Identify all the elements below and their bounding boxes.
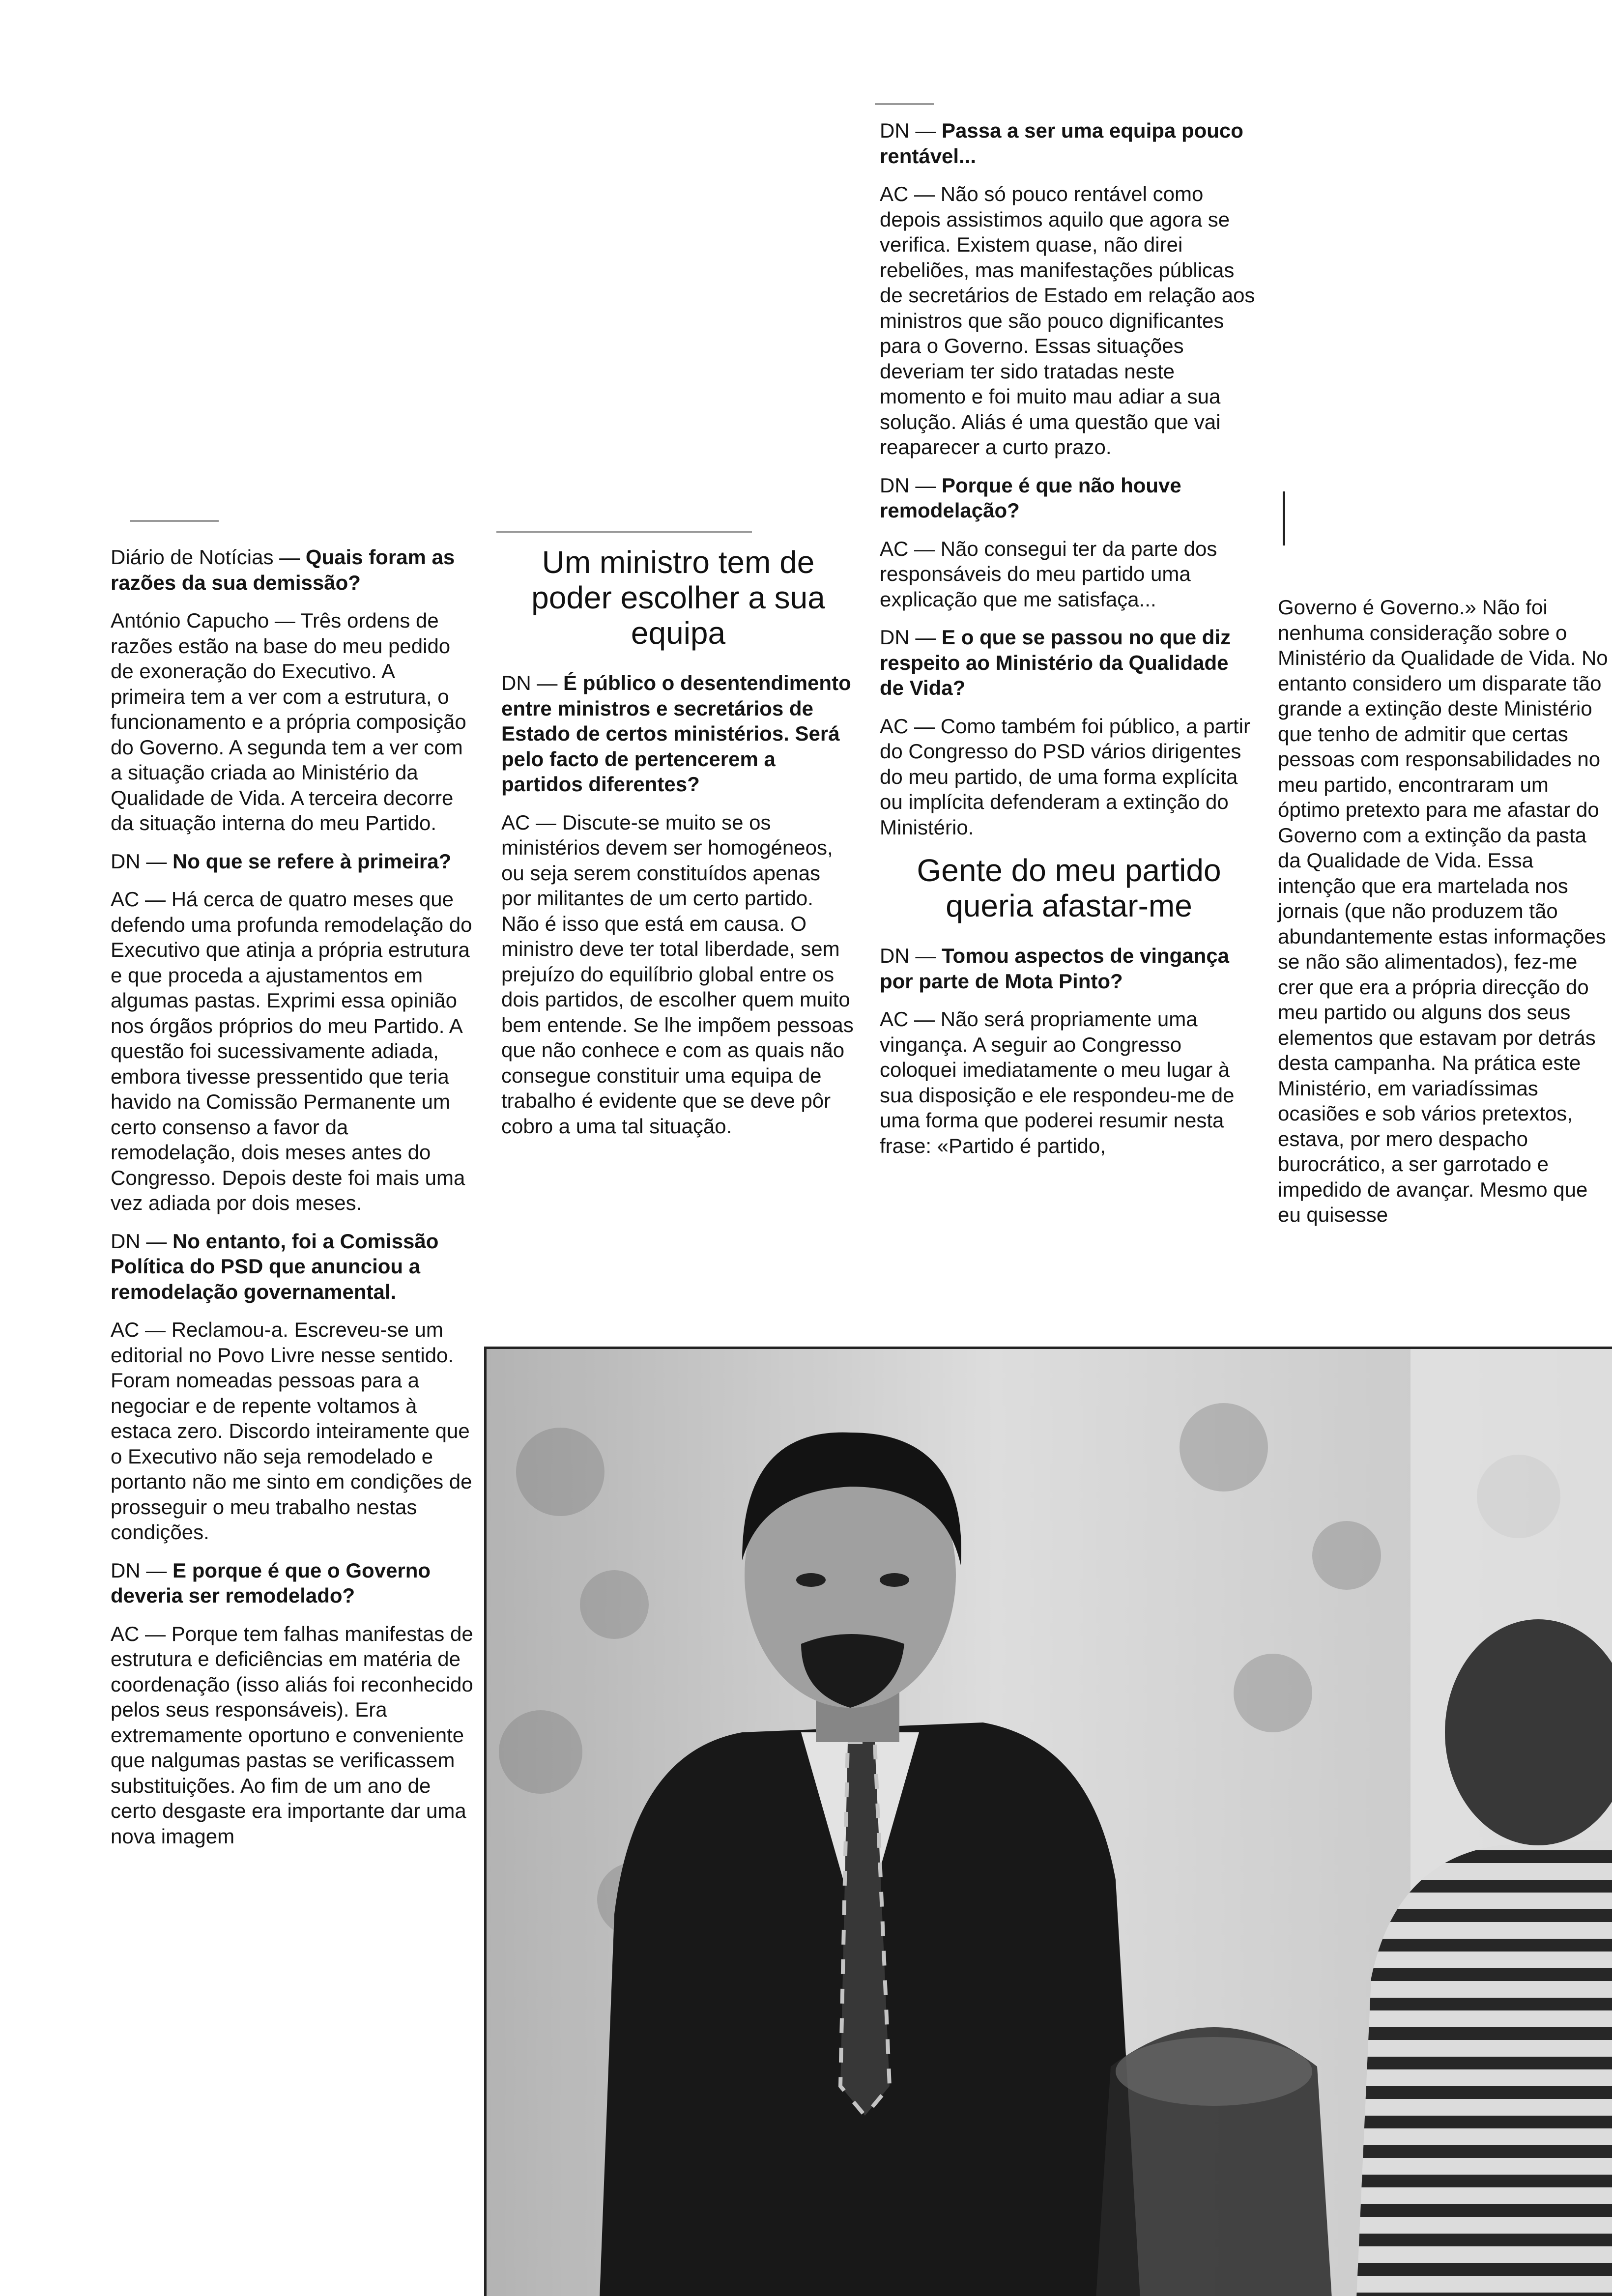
paragraph-text: Reclamou-a. Escreveu-se um editorial no Povo Livre nesse sentido. Foram nomeadas pessoas para a negociar e de repente voltamos à estaca zero. Discordo inteiramente que o Executivo não seja remodelado e portanto não me sinto em condições de prosseguir o meu trabalho nestas condições. — [111, 1318, 472, 1544]
speaker-lead: DN — — [880, 626, 936, 649]
article-column-1 — [111, 545, 474, 1862]
article-column-3 — [880, 118, 1258, 1171]
paragraph-text: Há cerca de quatro meses que defendo uma profunda remodelação do Executivo que atinja a própria estrutura e que proceda a ajustamentos em algumas pastas. Exprimi essa opinião nos órgãos próprios do meu Partido. A questão foi sucessivamente adiada, embora tivesse pressentido que teria havido na Comissão Permanente um certo consenso a favor da remodelação, dois meses antes do Congresso. Depois deste foi mais uma vez adiada por dois meses. — [111, 888, 472, 1214]
photo-minister-portrait-svg — [487, 1349, 1612, 2296]
speaker-lead: AC — — [880, 537, 935, 560]
photo-minister-portrait — [484, 1347, 1612, 2296]
speaker-lead: AC — — [111, 888, 166, 911]
speaker-lead: DN — — [111, 1558, 167, 1582]
paragraph-text: Não consegui ter da parte dos responsáveis do meu partido uma explicação que me satisfaça... — [880, 537, 1217, 611]
paragraph-text: Quais foram as razões da sua demissão? — [111, 545, 455, 594]
interview-answer — [111, 1317, 474, 1545]
paragraph-text: Não só pouco rentável como depois assistimos aquilo que agora se verifica. Existem quase, não direi rebeliões, mas manifestações públicas de secretários de Estado em relação aos ministros que são pouco dignificantes para o Governo. Essas situações deveriam ter sido tratadas neste momento e foi muito mau adiar a sua solução. Aliás é uma questão que vai reaparecer a curto prazo. — [880, 182, 1255, 459]
clipping-bracket — [1283, 491, 1285, 545]
interview-question — [111, 849, 474, 874]
interview-answer — [880, 536, 1258, 612]
interview-answer — [880, 1006, 1258, 1158]
interview-answer — [111, 608, 474, 836]
speaker-lead: DN — — [880, 944, 936, 967]
paragraph-text: Porque tem falhas manifestas de estrutura e deficiências em matéria de coordenação (isso aliás foi reconhecido pelos seus responsáveis). Era extremamente oportuno e conveniente que nalgumas pastas se verificassem substituições. Ao fim de um ano de certo desgaste era importante dar uma nova imagem — [111, 1622, 473, 1848]
interview-answer — [501, 810, 855, 1139]
paragraph-text: E o que se passou no que diz respeito ao Ministério da Qualidade de Vida? — [880, 626, 1231, 699]
interview-question — [880, 625, 1258, 701]
clipping-edge-mark — [496, 531, 752, 533]
speaker-lead: AC — — [880, 182, 935, 205]
speaker-lead: Diário de Notícias — — [111, 545, 300, 569]
speaker-lead: AC — — [111, 1318, 166, 1341]
interview-question — [111, 545, 474, 595]
interview-answer — [111, 887, 474, 1216]
clipping-edge-mark — [130, 520, 219, 522]
interview-question — [880, 473, 1258, 523]
paragraph-text: No que se refere à primeira? — [173, 849, 452, 873]
speaker-lead: DN — — [111, 849, 167, 873]
interview-question — [111, 1558, 474, 1608]
interview-question — [880, 943, 1258, 994]
paragraph-text: Porque é que não houve remodelação? — [880, 473, 1181, 522]
speaker-lead: DN — — [880, 473, 936, 497]
paragraph-text: E porque é que o Governo deveria ser remodelado? — [111, 1558, 431, 1607]
speaker-lead: DN — — [501, 671, 558, 694]
paragraph-text: No entanto, foi a Comissão Política do PSD que anunciou a remodelação governamental. — [111, 1229, 439, 1303]
article-column-2 — [501, 545, 855, 1151]
interview-answer — [111, 1621, 474, 1849]
paragraph-text: Tomou aspectos de vingança por parte de Mota Pinto? — [880, 944, 1230, 993]
paragraph-text: É público o desentendimento entre ministros e secretários de Estado de certos ministérios. Será pelo facto de pertencerem a partidos diferentes? — [501, 671, 851, 796]
clipping-edge-mark — [875, 103, 934, 105]
interview-answer — [880, 714, 1258, 840]
paragraph-text: Não será propriamente uma vingança. A seguir ao Congresso coloquei imediatamente o meu lugar à sua disposição e ele respondeu-me de uma forma que poderei resumir nesta frase: «Partido é partido, — [880, 1007, 1235, 1157]
speaker-lead: DN — — [880, 119, 936, 142]
interview-question — [111, 1229, 474, 1305]
speaker-lead: AC — — [111, 1622, 166, 1645]
article-column-4 — [1278, 595, 1612, 1240]
paragraph-text: Três ordens de razões estão na base do meu pedido de exoneração do Executivo. A primeira tem a ver com a estrutura, o funcionamento e a própria composição do Governo. A segunda tem a ver com a situação criada ao Ministério da Qualidade de Vida. A terceira decorre da situação interna do meu Partido. — [111, 609, 466, 834]
speaker-lead: António Capucho — — [111, 609, 295, 632]
speaker-lead: AC — — [501, 810, 557, 834]
paragraph-text: Passa a ser uma equipa pouco rentável... — [880, 119, 1243, 168]
subheadline-party-remove: Gente do meu partido queria afastar-me — [917, 853, 1221, 923]
paragraph-text: Como também foi público, a partir do Congresso do PSD vários dirigentes do meu partido, de uma forma explícita ou implícita defenderam a extinção do Ministério. — [880, 714, 1250, 839]
interview-answer — [1278, 595, 1612, 1228]
speaker-lead: DN — — [111, 1229, 167, 1253]
interview-question — [880, 118, 1258, 169]
subheadline-minister-team: Um ministro tem de poder escolher a sua equipa — [531, 545, 825, 651]
interview-answer — [880, 181, 1258, 460]
paragraph-text: Governo é Governo.» Não foi nenhuma consideração sobre o Ministério da Qualidade de Vida. No entanto considero um disparate tão grande a extinção deste Ministério que tenho de admitir que certas pessoas com responsabilidades no meu partido, encontraram um óptimo pretexto para me afastar do Governo com a extinção da pasta da Qualidade de Vida. Essa intenção que era martelada nos jornais (que não produzem tão abundantemente estas informações se não são alimentados), fez-me crer que era a própria direcção do meu partido ou alguns dos seus elementos que estavam por detrás desta campanha. Na prática este Ministério, em variadíssimas ocasiões e sob vários pretextos, estava, por mero despacho burocrático, a ser garrotado e impedido de avançar. Mesmo que eu quisesse — [1278, 596, 1608, 1226]
interview-question — [501, 670, 855, 797]
speaker-lead: AC — — [880, 714, 935, 738]
speaker-lead: AC — — [880, 1007, 935, 1031]
paragraph-text: Discute-se muito se os ministérios devem ser homogéneos, ou seja serem constituídos apenas por militantes de um certo partido. Não é isso que está em causa. O ministro deve ter total liberdade, sem prejuízo do equilíbrio global entre os dois partidos, de escolher quem muito bem entende. Se lhe impõem pessoas que não conhece e com as quais não consegue constituir uma equipa de trabalho é evidente que se deve pôr cobro a uma tal situação. — [501, 810, 854, 1138]
